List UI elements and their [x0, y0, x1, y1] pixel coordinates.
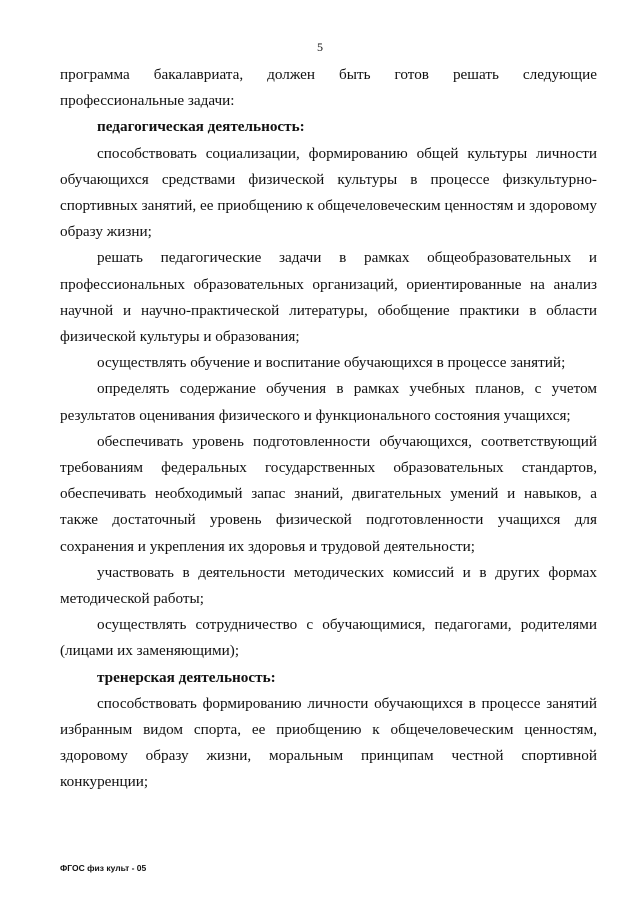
section-heading-pedagogical: педагогическая деятельность: — [97, 118, 305, 136]
coaching-item: способствовать формированию личности обучающихся в процессе занятий избранным видом спорта, ее приобщению к общечеловеческим ценностям, здоровому образу жизни, моральным принципам честной спортивной конкуренции; — [60, 694, 597, 791]
pedagogical-item: участвовать в деятельности методических комиссий и в других формах методической работы; — [60, 563, 597, 608]
footer-code: ФГОС физ культ - 05 — [60, 863, 147, 873]
pedagogical-item: осуществлять сотрудничество с обучающимися, педагогами, родителями (лицами их заменяющими); — [60, 616, 597, 660]
page-number: 5 — [317, 40, 323, 54]
pedagogical-item: обеспечивать уровень подготовленности обучающихся, соответствующий требованиям федеральных государственных образовательных стандартов, обеспечивать необходимый запас знаний, двигательных умений и навыков, а также достаточный уровень физической подготовленности учащихся для сохранения и укрепления их здоровья и трудовой деятельности; — [60, 432, 597, 555]
pedagogical-item: определять содержание обучения в рамках учебных планов, с учетом результатов оценивания физического и функционального состояния учащихся; — [60, 380, 597, 424]
pedagogical-item: способствовать социализации, формированию общей культуры личности обучающихся средствами физической культуры в процессе физкультурно-спортивных занятий, ее приобщению к общечеловеческим ценностям и здоровому образу жизни; — [60, 144, 597, 241]
pedagogical-item: осуществлять обучение и воспитание обучающихся в процессе занятий; — [97, 354, 566, 372]
intro-paragraph: программа бакалавриата, должен быть готов решать следующие профессиональные задачи: — [60, 66, 597, 110]
pedagogical-item: решать педагогические задачи в рамках общеобразовательных и профессиональных образовательных организаций, ориентированные на анализ научной и научно-практической литературы, обобщение практики в области физической культуры и образования; — [60, 249, 597, 346]
section-heading-coaching: тренерская деятельность: — [97, 668, 276, 686]
document-body — [60, 62, 597, 796]
